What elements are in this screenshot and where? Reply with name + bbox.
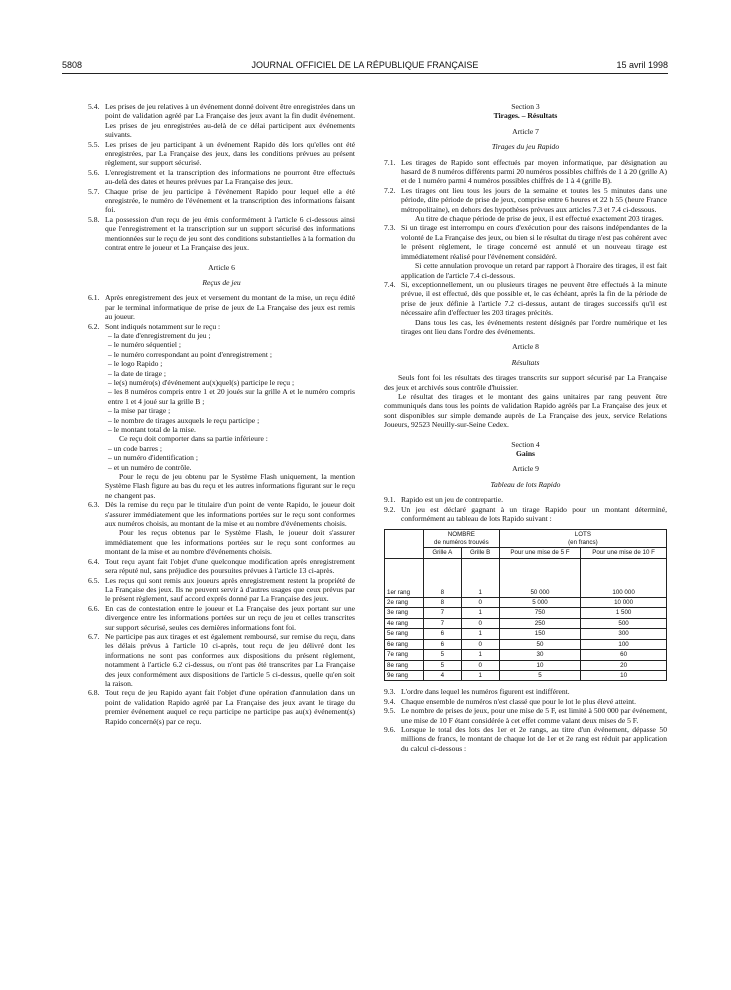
para-number: 9.2. [384, 504, 396, 514]
stake-5-cell: 10 [499, 660, 580, 670]
header-prizes [499, 530, 666, 548]
stake-10-cell: 20 [581, 660, 667, 670]
article-9-6 [384, 725, 667, 753]
article-9-4 [384, 697, 667, 706]
stake-5-cell: 50 [499, 639, 580, 649]
para-number: 6.5. [88, 575, 100, 585]
cancellation-note: Si cette annulation provoque un retard par rapport à l'horaire des tirages, il est fait application de l'article 7.4 ci-dessous. [401, 261, 667, 280]
article-7-3 [384, 223, 667, 261]
table-row [385, 598, 667, 608]
para-number: 5.6. [88, 167, 100, 177]
article-5-7 [88, 187, 355, 215]
para-number: 9.3. [384, 687, 396, 697]
grid-a-cell: 8 [424, 598, 462, 608]
para-text: Sont indiqués notamment sur le reçu : [105, 321, 221, 331]
rank-cell: 2e rang [385, 598, 424, 608]
grid-b-cell: 1 [461, 670, 499, 680]
para-text: Tout reçu de jeu Rapido ayant fait l'objet d'une opération d'annulation dans un point de validation Rapido agréé par La Française des jeux avant le tirage du premier événement auquel ce reçu participe ne participe pas au(x) événement(s) Rapido concerné(s) par ce reçu. [105, 688, 355, 726]
rank-cell: 3e rang [385, 608, 424, 618]
article-5-6 [88, 168, 355, 187]
para-text: Les tirages ont lieu tous les jours de la semaine et toutes les 5 minutes dans une période, dite période de prise de jeux, comprise entre 6 heures et 22 h 55 (heure France métropolitaine), en dehors des hypothèses prévues aux articles 7.3 et 7.4 ci-dessous. [401, 185, 667, 214]
article-heading: Article 8 [512, 342, 539, 352]
para-number: 9.4. [384, 696, 396, 706]
section-title: Tirages. – Résultats [493, 111, 558, 121]
para-text: Dès la remise du reçu par le titulaire d'un point de vente Rapido, le joueur doit s'assurer immédiatement que les informations portées sur le reçu sont conformes aux numéros choisis, au montant de la mise et au nombre d'événements choisis. [105, 500, 355, 529]
para-text: Ne participe pas aux tirages et est également remboursé, sur remise du reçu, dans les délais prévus à l'article 10 ci-après, tout reçu de jeu délivré dont les informations ne sont pas conformes aux dispositions du présent règlement, notamment à l'article 6.2 ci-dessus, ou n'ont pas été transcrites par La Française des jeux conformément aux dispositions de l'article 5 ci-dessus, quelle qu'en soit la raison. [105, 631, 355, 688]
results-paragraph: Seuls font foi les résultats des tirages transcrits sur support sécurisé par La Française des jeux et archivés sous contrôle d'huissier. [384, 373, 667, 392]
article-7-1 [384, 158, 667, 186]
grid-b-cell: 1 [461, 650, 499, 660]
table-row [385, 670, 667, 680]
rank-cell: 8e rang [385, 660, 424, 670]
rank-cell: 7e rang [385, 650, 424, 660]
article-5-8 [88, 215, 355, 253]
grid-b-cell: 0 [461, 660, 499, 670]
article-6-4 [88, 557, 355, 576]
section-heading: Section 4 [511, 439, 540, 449]
rank-cell: 6e rang [385, 639, 424, 649]
stake-10-cell: 100 [581, 639, 667, 649]
article-6-3 [88, 500, 355, 528]
header-grid-a: Grille A [424, 548, 462, 558]
article-heading: Article 6 [208, 262, 235, 272]
para-number: 9.5. [384, 706, 396, 716]
stake-5-cell: 250 [499, 618, 580, 628]
article-title: Reçus de jeu [202, 277, 241, 287]
grid-b-cell: 1 [461, 629, 499, 639]
list-item: – le nombre de tirages auxquels le reçu participe ; [108, 415, 260, 425]
para-text: Les prises de jeu participant à un événement Rapido dès lors qu'elles ont été enregistrées, par La Française des jeux, dans les conditions prévues au présent règlement, sur support sécurisé. [105, 139, 355, 168]
para-number: 5.8. [88, 214, 100, 224]
table-row [385, 558, 667, 597]
rank-cell: 4e rang [385, 618, 424, 628]
article-9-2 [384, 505, 667, 524]
article-5-4 [88, 102, 355, 140]
grid-a-cell: 7 [424, 608, 462, 618]
list-item: – les 8 numéros compris entre 1 et 20 joués sur la grille A et le numéro compris entre 1 et 4 joué sur la grille B ; [108, 387, 355, 406]
article-7-2 [384, 186, 667, 214]
para-number: 7.4. [384, 279, 396, 289]
stake-10-cell: 10 000 [581, 598, 667, 608]
rank-cell: 5e rang [385, 629, 424, 639]
journal-title: JOURNAL OFFICIEL DE LA RÉPUBLIQUE FRANÇAISE [251, 60, 479, 70]
grid-a-cell: 8 [424, 558, 462, 597]
para-text: Tout reçu ayant fait l'objet d'une quelconque modification après enregistrement sera réputé nul, sans préjudice des poursuites prévues à l'article 13 ci-après. [105, 556, 355, 576]
stake-10-cell: 1 500 [581, 608, 667, 618]
para-text: Chaque ensemble de numéros n'est classé que pour le lot le plus élevé atteint. [401, 696, 637, 706]
para-text: En cas de contestation entre le joueur et La Française des jeux portant sur une divergence entre les informations portées sur un reçu de jeu et celles transcrites sur support sécurisé, seules ces dernières informations font foi. [105, 603, 355, 632]
list-item: – le numéro séquentiel ; [108, 340, 181, 350]
draw-count-note: Au titre de chaque période de prise de jeux, il est effectué exactement 203 tirages. [415, 214, 664, 224]
article-9-3 [384, 687, 667, 696]
para-text: L'ordre dans lequel les numéros figurent est indifférent. [401, 687, 570, 697]
list-item: – la mise par tirage ; [108, 406, 171, 416]
table-row [385, 608, 667, 618]
article-6-2 [88, 322, 355, 331]
table-row [385, 660, 667, 670]
header-grid-b: Grille B [461, 548, 499, 558]
stake-5-cell: 150 [499, 629, 580, 639]
para-number: 6.7. [88, 631, 100, 641]
list-item: – un numéro d'identification ; [108, 453, 198, 463]
header-sublabel: de numéros trouvés [434, 538, 489, 546]
stake-5-cell: 5 [499, 670, 580, 680]
header-rule [62, 73, 668, 74]
event-order-note: Dans tous les cas, les événements restent désignés par l'ordre numérique et les tirages ont lieu dans l'ordre des événements. [401, 317, 667, 336]
para-number: 6.6. [88, 603, 100, 613]
article-9-5 [384, 706, 667, 725]
table-row [385, 618, 667, 628]
stake-5-cell: 50 000 [499, 558, 580, 597]
grid-a-cell: 6 [424, 639, 462, 649]
para-number: 7.2. [384, 185, 396, 195]
list-item: – le(s) numéro(s) d'événement au(x)quel(s) participe le reçu ; [108, 377, 295, 387]
para-text: Un jeu est déclaré gagnant à un tirage Rapido pour un montant déterminé, conformément au tableau de lots Rapido suivant : [401, 504, 667, 524]
header-label: LOTS [574, 531, 591, 539]
article-6-1 [88, 293, 355, 321]
para-number: 9.1. [384, 495, 396, 505]
para-text: Lorsque le total des lots des 1er et 2e rangs, au titre d'un événement, dépasse 50 millions de francs, le montant de chaque lot de 1er et 2e rang est réduit par application du calcul ci-dessous : [401, 724, 667, 753]
grid-a-cell: 5 [424, 650, 462, 660]
receipt-lower-items [88, 444, 355, 472]
para-text: Rapido est un jeu de contrepartie. [401, 495, 504, 505]
grid-a-cell: 6 [424, 629, 462, 639]
article-title: Tableau de lots Rapido [490, 479, 561, 489]
prize-table-body [385, 558, 667, 681]
receipt-lower-part: Ce reçu doit comporter dans sa partie inférieure : [119, 434, 268, 444]
header-label: NOMBRE [447, 531, 475, 539]
stake-10-cell: 10 [581, 670, 667, 680]
header-sublabel: (en francs) [568, 538, 598, 546]
para-text: L'enregistrement et la transcription des informations ne pourront être effectués au-delà des dates et heures prévues par La Française des jeux. [105, 167, 355, 187]
para-text: Les reçus qui sont remis aux joueurs après enregistrement restent la propriété de La Française des jeux. Ils ne peuvent servir à d'autres usages que ceux prévus par le présent règlement, sauf accord exprès donné par La Française des jeux. [105, 575, 355, 604]
stake-10-cell: 500 [581, 618, 667, 628]
stake-10-cell: 300 [581, 629, 667, 639]
para-text: Les prises de jeu relatives à un événement donné doivent être enregistrées dans un point de validation agréé par La Française des jeux avant la fin dudit événement. Les prises de jeu enregistrées au-delà de ce délai participent aux événements suivants. [105, 102, 355, 140]
list-item: – et un numéro de contrôle. [108, 462, 192, 472]
header-stake-10: Pour une mise de 10 F [581, 548, 667, 558]
stake-5-cell: 5 000 [499, 598, 580, 608]
rank-cell: 9e rang [385, 670, 424, 680]
list-item: – un code barres ; [108, 443, 162, 453]
para-number: 5.5. [88, 139, 100, 149]
article-6-7 [88, 632, 355, 688]
para-number: 6.3. [88, 500, 100, 510]
article-6-8 [88, 688, 355, 726]
para-number: 9.6. [384, 724, 396, 734]
flash-system-note: Pour le reçu de jeu obtenu par le Système Flash uniquement, la mention Système Flash figure au bas du reçu et les autres informations figurant sur le reçu ne changent pas. [105, 472, 355, 500]
para-text: Chaque prise de jeu participe à l'événement Rapido pour lequel elle a été enregistrée, le numéro de l'événement et la transcription des informations faisant foi. [105, 186, 355, 215]
para-number: 6.4. [88, 556, 100, 566]
list-item: – le montant total de la mise. [108, 425, 196, 434]
grid-a-cell: 5 [424, 660, 462, 670]
para-number: 5.4. [88, 102, 100, 111]
list-item: – le numéro correspondant au point d'enregistrement ; [108, 349, 272, 359]
grid-b-cell: 0 [461, 639, 499, 649]
page-number: 5808 [62, 60, 83, 70]
grid-b-cell: 1 [461, 608, 499, 618]
para-text: Si un tirage est interrompu en cours d'exécution pour des raisons indépendantes de la volonté de La Française des jeux, ou bien si le résultat du tirage n'est pas cohérent avec le présent règlement, le tirage concerné est annulé et un nouveau tirage est immédiatement réalisé pour l'événement considéré. [401, 223, 667, 261]
para-number: 5.7. [88, 186, 100, 196]
table-row [385, 650, 667, 660]
para-text: La possession d'un reçu de jeu émis conformément à l'article 6 ci-dessous ainsi que l'enregistrement et la transcription sur un support sécurisé des informations mentionnées sur le reçu de jeu sont des conditions substantielles à la formation du contrat entre le joueur et La Française des jeux. [105, 214, 355, 253]
left-column [88, 102, 355, 726]
stake-10-cell: 60 [581, 650, 667, 660]
article-6-5 [88, 576, 355, 604]
article-5-5 [88, 140, 355, 168]
article-title: Résultats [511, 357, 540, 367]
article-heading: Article 7 [512, 126, 539, 136]
article-6-6 [88, 604, 355, 632]
prize-table [384, 529, 667, 681]
grid-a-cell: 4 [424, 670, 462, 680]
right-column [384, 102, 667, 753]
results-paragraph: Le résultat des tirages et le montant des gains unitaires par rang peuvent être communiqués dans tous les points de validation Rapido agréés par La Française des jeux et sont disponibles sur simple demande auprès de La Française des jeux, service Relations Joueurs, 92523 Neuilly-sur-Seine Cedex. [384, 391, 667, 430]
para-number: 6.8. [88, 688, 100, 698]
receipt-items [88, 331, 355, 434]
para-text: Le nombre de prises de jeux, pour une mise de 5 F, est limité à 500 000 par événement, une mise de 10 F étant considérée à cet effet comme valant deux mises de 5 F. [401, 706, 667, 725]
section-title: Gains [516, 449, 535, 458]
article-7-4 [384, 280, 667, 318]
article-9-1 [384, 495, 667, 504]
table-row [385, 639, 667, 649]
para-number: 6.2. [88, 321, 100, 331]
page-header [62, 60, 668, 74]
table-row [385, 629, 667, 639]
list-item: – la date de tirage ; [108, 368, 166, 378]
para-number: 7.3. [384, 223, 396, 233]
list-item: – la date d'enregistrement du jeu ; [108, 330, 211, 340]
flash-system-check: Pour les reçus obtenus par le Système Flash, le joueur doit s'assurer immédiatement que les informations portées sur le reçu sont conformes au montant de la mise et au nombre d'événements choisis. [105, 528, 355, 557]
grid-a-cell: 7 [424, 618, 462, 628]
para-number: 6.1. [88, 293, 100, 303]
grid-b-cell: 1 [461, 558, 499, 597]
issue-date: 15 avril 1998 [616, 60, 668, 70]
stake-5-cell: 750 [499, 608, 580, 618]
list-item: – le logo Rapido ; [108, 359, 163, 369]
grid-b-cell: 0 [461, 618, 499, 628]
grid-b-cell: 0 [461, 598, 499, 608]
article-heading: Article 9 [512, 464, 539, 474]
header-stake-5: Pour une mise de 5 F [499, 548, 580, 558]
header-numbers-found [424, 530, 500, 548]
para-text: Les tirages de Rapido sont effectués par moyen informatique, par désignation au hasard de 8 numéros différents parmi 20 numéros possibles chiffrés de 1 à 20 (grille A) et de 1 numéro parmi 4 numéros possibles chiffrés de 1 à 4 (grille B). [401, 157, 667, 186]
stake-10-cell: 100 000 [581, 558, 667, 597]
article-title: Tirages du jeu Rapido [491, 142, 560, 152]
para-text: Après enregistrement des jeux et versement du montant de la mise, un reçu édité par le terminal informatique de prise de jeux de La Française des jeux est remis au joueur. [105, 293, 355, 322]
rank-cell: 1er rang [385, 558, 424, 597]
para-text: Si, exceptionnellement, un ou plusieurs tirages ne peuvent être effectués à la minute prévue, il est effectué, dès que possible et, le cas échéant, après la fin de la période de prise de jeux définie à l'article 7.2 ci-dessus, autant de tirages successifs qu'il est nécessaire afin d'effectuer les 203 tirages précités. [401, 279, 667, 318]
section-heading: Section 3 [511, 102, 540, 111]
stake-5-cell: 30 [499, 650, 580, 660]
table-corner [385, 530, 424, 558]
para-number: 7.1. [384, 157, 396, 167]
